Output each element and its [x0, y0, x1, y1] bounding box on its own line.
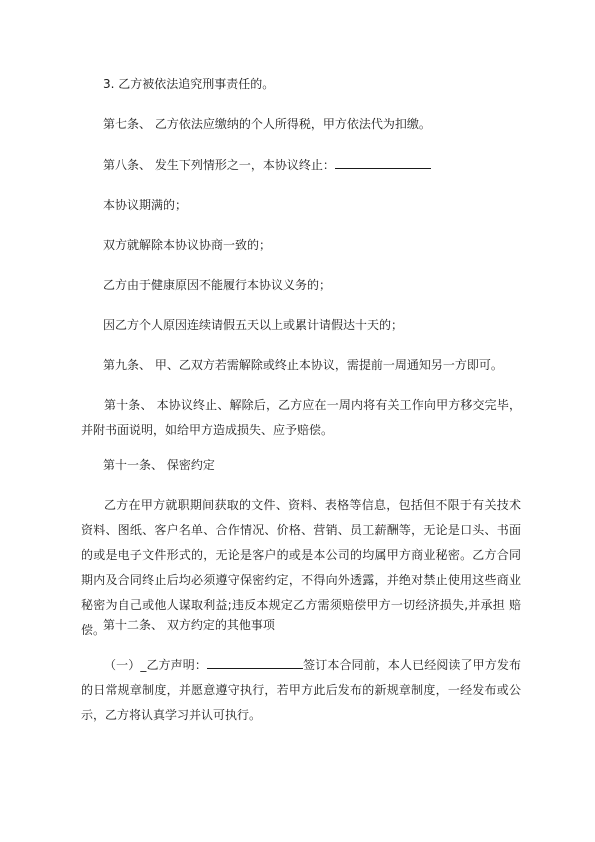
article-8-text: 第八条、 发生下列情形之一，本协议终止：: [103, 158, 335, 172]
article-8-case-4: 因乙方个人原因连续请假五天以上或累计请假达十天的；: [103, 318, 404, 332]
article-9: 第九条、 甲、乙双方若需解除或终止本协议，需提前一周通知另一方即可。: [103, 358, 503, 372]
clause-1-prefix: （一）_乙方声明：: [104, 658, 207, 672]
article-8-blank-line: [335, 157, 431, 169]
article-10: 第十条、 本协议终止、解除后，乙方应在一周内将有关工作向甲方移交完毕，并附书面说明，如给甲方造成损失、应予赔偿。: [81, 398, 521, 437]
article-8-case-2: 双方就解除本协议协商一致的；: [103, 238, 272, 252]
clause-item-3: 3. 乙方被依法追究刑事责任的。: [103, 77, 275, 91]
article-8-case-1: 本协议期满的；: [103, 198, 188, 212]
article-8-case-3: 乙方由于健康原因不能履行本协议义务的；: [103, 278, 332, 292]
article-12-clause-1: [81, 653, 521, 728]
article-11-heading: 第十一条、 保密约定: [103, 458, 215, 472]
clause-1-blank-line: [207, 657, 303, 669]
article-7: 第七条、 乙方依法应缴纳的个人所得税，甲方依法代为扣缴。: [103, 117, 431, 131]
article-8: [103, 157, 431, 173]
clause-1-text: 签订本合同前，本人已经阅读了甲方发布的日常规章制度，并愿意遵守执行，若甲方此后发布的新规章制度，一经发布或公示，乙方将认真学习并认可执行。: [81, 658, 521, 722]
article-12-heading: 第十二条、 双方约定的其他事项: [103, 618, 275, 632]
article-11-body: 乙方在甲方就职期间获取的文件、资料、表格等信息，包括但不限于有关技术资料、图纸、客户名单、合作情况、价格、营销、员工薪酬等，无论是口头、书面的或是电子文件形式的，无论是客户的或是本公司的均属甲方商业秘密。乙方合同期内及合同终止后均必须遵守保密约定，不得向外透露，并绝对禁止使用这些商业秘密为自己或他人谋取利益;违反本规定乙方需须赔偿甲方一切经济损失,并承担 赔偿。: [81, 498, 521, 637]
